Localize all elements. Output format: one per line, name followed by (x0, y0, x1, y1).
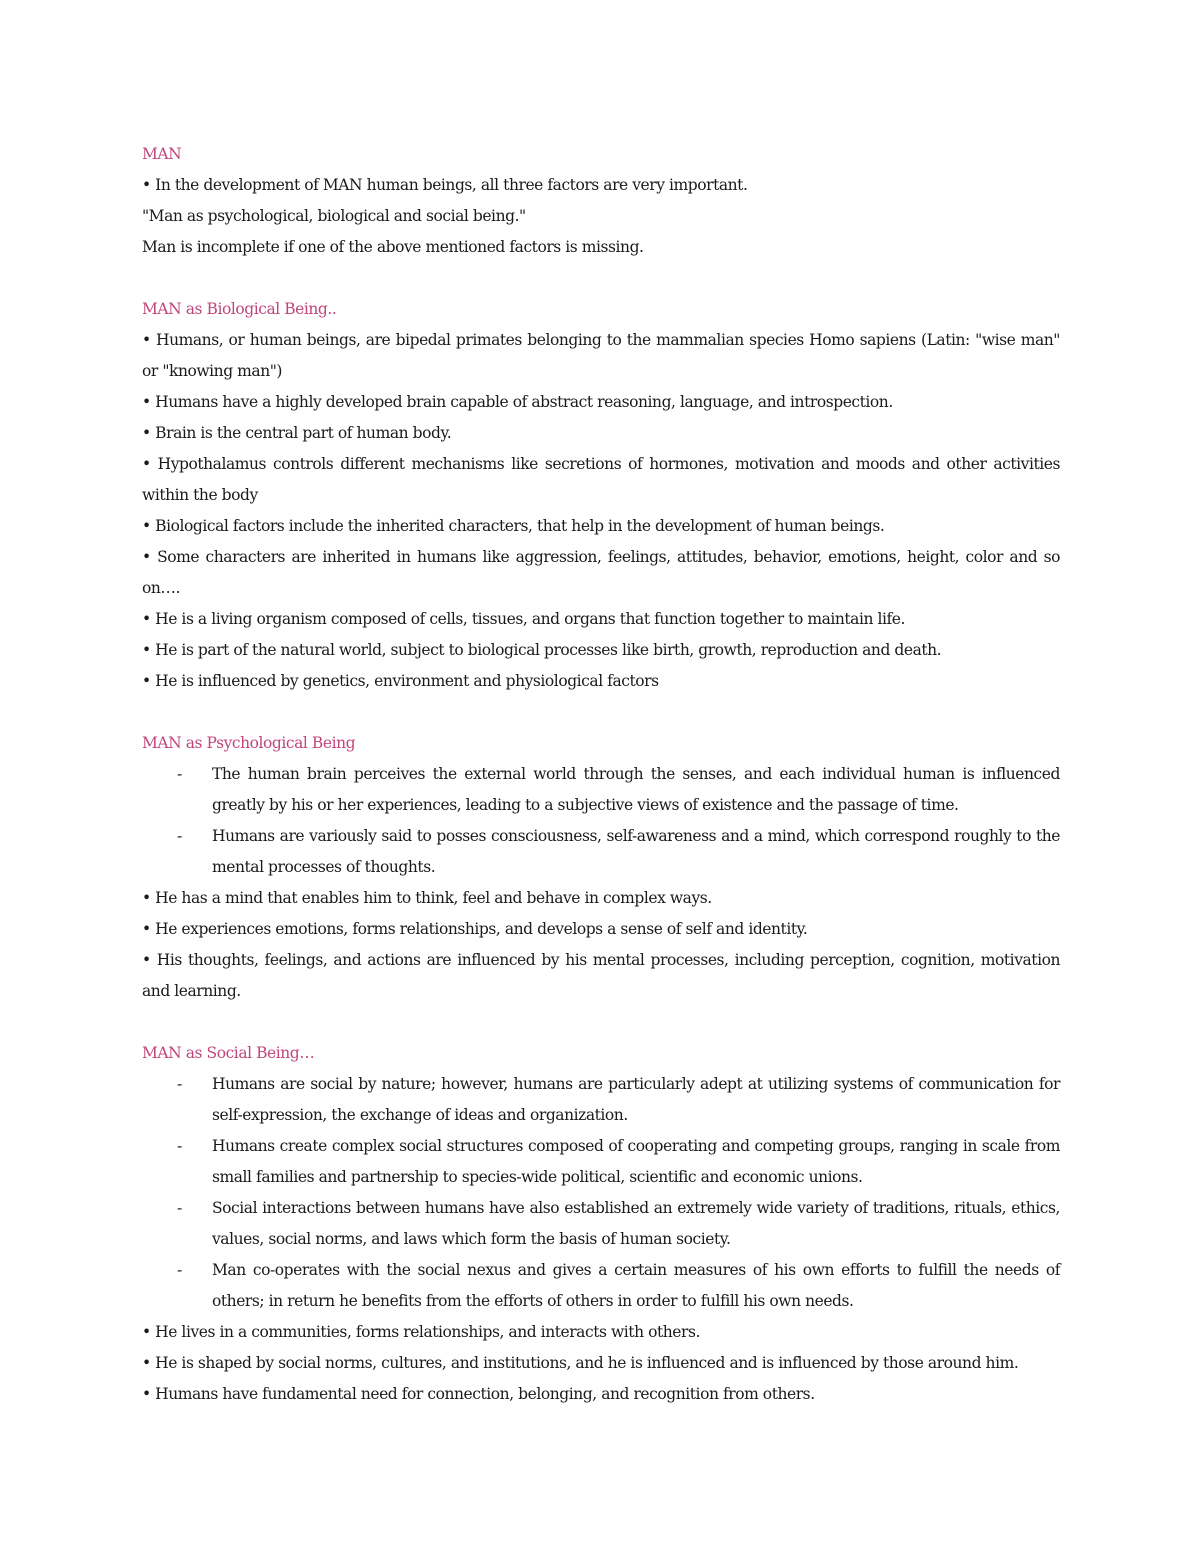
document-page (142, 139, 1060, 1410)
bullet-item: • He is shaped by social norms, cultures, and institutions, and he is influenced and is influenced by those around him. (142, 1354, 1019, 1372)
section-heading-man: MAN (142, 145, 182, 163)
bullet-item: • He is influenced by genetics, environment and physiological factors (142, 672, 659, 690)
section-heading-psychological: MAN as Psychological Being (142, 734, 356, 752)
spacer (142, 1007, 1060, 1038)
bullet-item: • He is part of the natural world, subject to biological processes like birth, growth, reproduction and death. (142, 641, 942, 659)
spacer (142, 263, 1060, 294)
bullet-item: • He experiences emotions, forms relationships, and develops a sense of self and identity. (142, 920, 808, 938)
section-heading-biological: MAN as Biological Being.. (142, 300, 337, 318)
bullet-item: • Brain is the central part of human body. (142, 424, 452, 442)
spacer (142, 697, 1060, 728)
dash-list-item (142, 821, 1060, 883)
bullet-item: • Humans have fundamental need for connection, belonging, and recognition from others. (142, 1385, 815, 1403)
dash-marker: - (177, 1075, 182, 1093)
dash-item-text: Humans are social by nature; however, humans are particularly adept at utilizing systems of communication for self-expression, the exchange of ideas and organization. (212, 1075, 1060, 1124)
bullet-item: • He has a mind that enables him to think, feel and behave in complex ways. (142, 889, 712, 907)
dash-item-text: Man co-operates with the social nexus and gives a certain measures of his own efforts to fulfill the needs of others; in return he benefits from the efforts of others in order to fulfill his own needs. (212, 1261, 1060, 1310)
dash-list-item (142, 1131, 1060, 1193)
bullet-item: • Humans have a highly developed brain capable of abstract reasoning, language, and introspection. (142, 393, 893, 411)
dash-item-text: Humans create complex social structures composed of cooperating and competing groups, ranging in scale from small families and partnership to species-wide political, scientific and economic unions. (212, 1137, 1060, 1186)
intro-line: • In the development of MAN human beings, all three factors are very important. (142, 176, 748, 194)
dash-list-item (142, 1069, 1060, 1131)
dash-marker: - (177, 1261, 182, 1279)
bullet-item: • He is a living organism composed of cells, tissues, and organs that function together to maintain life. (142, 610, 905, 628)
dash-marker: - (177, 827, 182, 845)
intro-line: "Man as psychological, biological and social being." (142, 207, 526, 225)
bullet-item: • His thoughts, feelings, and actions are influenced by his mental processes, including perception, cognition, motivation and learning. (142, 951, 1060, 1000)
dash-item-text: Social interactions between humans have also established an extremely wide variety of traditions, rituals, ethics, values, social norms, and laws which form the basis of human society. (212, 1199, 1060, 1248)
bullet-item: • Humans, or human beings, are bipedal primates belonging to the mammalian species Homo sapiens (Latin: "wise man" or "knowing man") (142, 331, 1060, 380)
dash-item-text: The human brain perceives the external world through the senses, and each individual human is influenced greatly by his or her experiences, leading to a subjective views of existence and the passage of time. (212, 765, 1060, 814)
bullet-item: • Biological factors include the inherited characters, that help in the development of human beings. (142, 517, 885, 535)
dash-marker: - (177, 765, 182, 783)
dash-list-item (142, 759, 1060, 821)
bullet-item: • Some characters are inherited in humans like aggression, feelings, attitudes, behavior, emotions, height, color and so on…. (142, 548, 1060, 597)
dash-list-item (142, 1193, 1060, 1255)
dash-marker: - (177, 1199, 182, 1217)
bullet-item: • Hypothalamus controls different mechanisms like secretions of hormones, motivation and moods and other activities within the body (142, 455, 1060, 504)
section-heading-social: MAN as Social Being… (142, 1044, 315, 1062)
dash-marker: - (177, 1137, 182, 1155)
intro-line: Man is incomplete if one of the above mentioned factors is missing. (142, 238, 644, 256)
dash-item-text: Humans are variously said to posses consciousness, self-awareness and a mind, which correspond roughly to the mental processes of thoughts. (212, 827, 1060, 876)
bullet-item: • He lives in a communities, forms relationships, and interacts with others. (142, 1323, 700, 1341)
dash-list-item (142, 1255, 1060, 1317)
